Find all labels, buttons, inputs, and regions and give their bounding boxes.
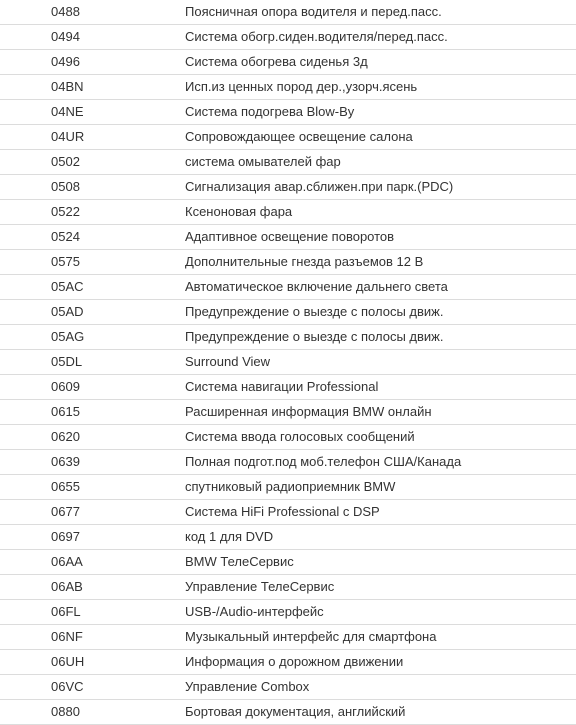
option-description: система омывателей фар — [185, 149, 576, 174]
option-code: 0609 — [0, 374, 185, 399]
option-description: Система ввода голосовых сообщений — [185, 424, 576, 449]
option-code: 0522 — [0, 199, 185, 224]
table-row — [0, 374, 576, 399]
option-description: Дополнительные гнезда разъемов 12 В — [185, 249, 576, 274]
table-row — [0, 149, 576, 174]
table-row — [0, 624, 576, 649]
option-description: Предупреждение о выезде с полосы движ. — [185, 324, 576, 349]
option-code: 04UR — [0, 124, 185, 149]
option-code: 0502 — [0, 149, 185, 174]
option-code: 06AB — [0, 574, 185, 599]
option-description: код 1 для DVD — [185, 524, 576, 549]
table-row — [0, 299, 576, 324]
option-description: Surround View — [185, 349, 576, 374]
table-row — [0, 574, 576, 599]
option-description: Поясничная опора водителя и перед.пасс. — [185, 0, 576, 24]
option-description: Информация о дорожном движении — [185, 649, 576, 674]
option-description: Управление Combox — [185, 674, 576, 699]
option-code: 0880 — [0, 699, 185, 724]
table-row — [0, 399, 576, 424]
table-row — [0, 324, 576, 349]
option-code: 0508 — [0, 174, 185, 199]
table-row — [0, 0, 576, 24]
option-code: 06NF — [0, 624, 185, 649]
option-description: Адаптивное освещение поворотов — [185, 224, 576, 249]
option-description: USB-/Audio-интерфейс — [185, 599, 576, 624]
option-code: 04BN — [0, 74, 185, 99]
option-description: Музыкальный интерфейс для смартфона — [185, 624, 576, 649]
option-code: 05DL — [0, 349, 185, 374]
option-description: Система HiFi Professional с DSP — [185, 499, 576, 524]
table-row — [0, 74, 576, 99]
table-row — [0, 274, 576, 299]
option-description: Бортовая документация, английский — [185, 699, 576, 724]
option-code: 0496 — [0, 49, 185, 74]
option-description: Предупреждение о выезде с полосы движ. — [185, 299, 576, 324]
table-row — [0, 499, 576, 524]
table-row — [0, 349, 576, 374]
option-description: Система подогрева Blow-By — [185, 99, 576, 124]
option-code: 0639 — [0, 449, 185, 474]
table-row — [0, 699, 576, 724]
table-row — [0, 449, 576, 474]
option-code: 0677 — [0, 499, 185, 524]
option-description: Ксеноновая фара — [185, 199, 576, 224]
option-code: 0488 — [0, 0, 185, 24]
option-description: Система обогр.сиден.водителя/перед.пасс. — [185, 24, 576, 49]
option-code: 0620 — [0, 424, 185, 449]
option-description: Автоматическое включение дальнего света — [185, 274, 576, 299]
option-code: 05AC — [0, 274, 185, 299]
option-description: Расширенная информация BMW онлайн — [185, 399, 576, 424]
option-description: Сигнализация авар.сближен.при парк.(PDC) — [185, 174, 576, 199]
table-row — [0, 224, 576, 249]
table-row — [0, 49, 576, 74]
option-code: 05AG — [0, 324, 185, 349]
option-description: Исп.из ценных пород дер.,узорч.ясень — [185, 74, 576, 99]
option-description: спутниковый радиоприемник BMW — [185, 474, 576, 499]
table-row — [0, 249, 576, 274]
table-row — [0, 424, 576, 449]
table-row — [0, 599, 576, 624]
option-code: 0655 — [0, 474, 185, 499]
option-code: 06VC — [0, 674, 185, 699]
option-code: 0575 — [0, 249, 185, 274]
table-row — [0, 549, 576, 574]
table-row — [0, 24, 576, 49]
table-row — [0, 649, 576, 674]
option-description: Полная подгот.под моб.телефон США/Канада — [185, 449, 576, 474]
option-code: 0524 — [0, 224, 185, 249]
option-description: BMW ТелеСервис — [185, 549, 576, 574]
option-description: Система обогрева сиденья 3д — [185, 49, 576, 74]
option-code: 0697 — [0, 524, 185, 549]
option-code: 06FL — [0, 599, 185, 624]
table-row — [0, 174, 576, 199]
option-description: Управление ТелеСервис — [185, 574, 576, 599]
option-code: 04NE — [0, 99, 185, 124]
option-code: 05AD — [0, 299, 185, 324]
table-row — [0, 674, 576, 699]
table-row — [0, 124, 576, 149]
table-row — [0, 99, 576, 124]
option-code: 06UH — [0, 649, 185, 674]
table-row — [0, 524, 576, 549]
table-row — [0, 199, 576, 224]
table-row — [0, 474, 576, 499]
option-description: Сопровождающее освещение салона — [185, 124, 576, 149]
option-code: 06AA — [0, 549, 185, 574]
option-description: Система навигации Professional — [185, 374, 576, 399]
option-code: 0494 — [0, 24, 185, 49]
option-code: 0615 — [0, 399, 185, 424]
